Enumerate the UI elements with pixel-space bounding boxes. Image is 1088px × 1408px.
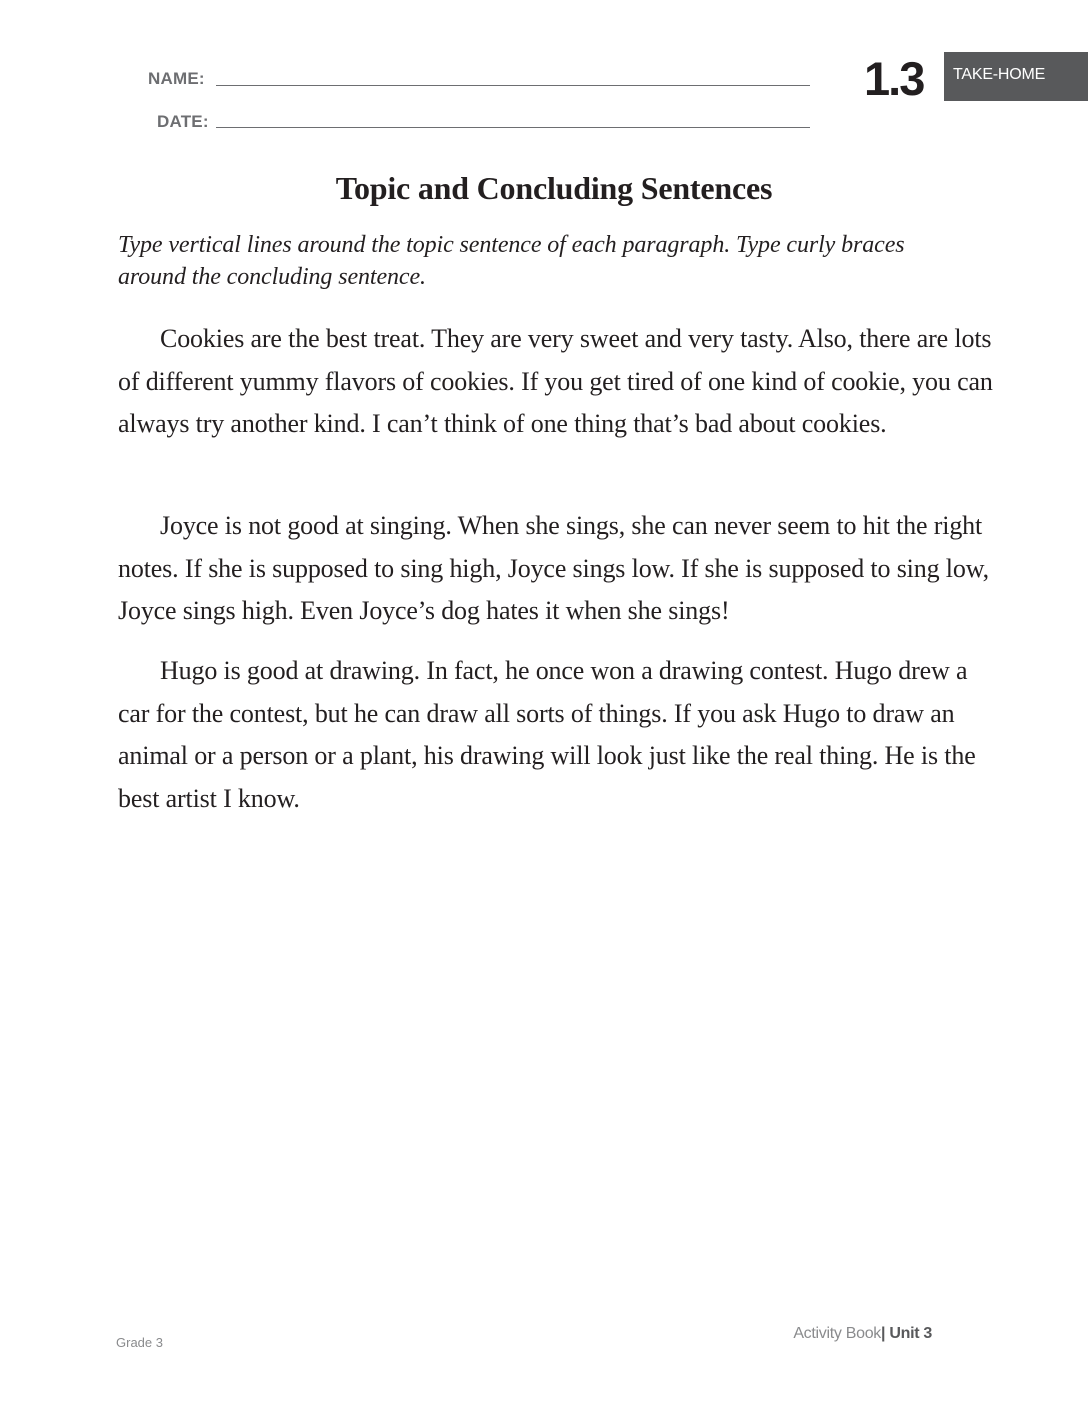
name-label: NAME:	[148, 69, 205, 88]
page-title: Topic and Concluding Sentences	[335, 170, 773, 206]
take-home-label: TAKE-HOME	[953, 66, 1046, 83]
instructions: Type vertical lines around the topic sentence of each paragraph. Type curly braces around the concluding sentence.	[118, 232, 905, 290]
take-home-badge	[944, 52, 1088, 101]
footer-separator: |	[881, 1325, 886, 1342]
footer-book-info	[793, 1325, 932, 1343]
date-label: DATE:	[157, 112, 209, 131]
date-line	[216, 127, 810, 128]
footer-grade: Grade 3	[116, 1335, 163, 1350]
paragraph-cookies: Cookies are the best treat. They are very sweet and very tasty. Also, there are lots of different yummy flavors of cookies. If you get tired of one kind of cookie, you can always try another kind. I can’t think of one thing that’s bad about cookies.	[118, 324, 993, 438]
footer-unit: Unit 3	[889, 1325, 932, 1342]
paragraph-hugo: Hugo is good at drawing. In fact, he once won a drawing contest. Hugo drew a car for the contest, but he can draw all sorts of things. If you ask Hugo to draw an animal or a person or a plant, his drawing will look just like the real thing. He is the best artist I know.	[118, 656, 976, 813]
name-line	[216, 85, 810, 86]
footer-book-title: Activity Book	[793, 1325, 881, 1342]
paragraph-joyce: Joyce is not good at singing. When she sings, she can never seem to hit the right notes. If she is supposed to sing high, Joyce sings low. If she is supposed to sing low, Joyce sings high. Even Joyce’s dog hates it when she sings!	[118, 511, 990, 625]
lesson-number: 1.3	[864, 52, 924, 105]
